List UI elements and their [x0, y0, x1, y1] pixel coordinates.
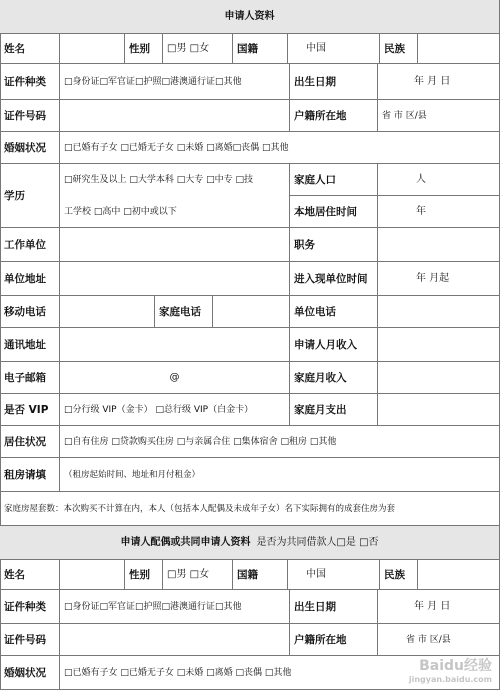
spouse-birth-label: 出生日期 — [290, 590, 378, 624]
watermark-sub: jingyan.baidu.com — [408, 675, 492, 684]
spouse-id-type-options[interactable]: □身份证□军官证□护照□港澳通行证□其他 — [60, 590, 290, 624]
vip-label: 是否 VIP — [0, 394, 60, 426]
ethnicity-label: 民族 — [380, 34, 418, 64]
spouse-name-field[interactable] — [60, 560, 125, 590]
spouse-gender-options[interactable]: □男 □女 — [163, 560, 233, 590]
ethnicity-field[interactable] — [418, 34, 500, 64]
section2-co-borrower[interactable]: 是否为共同借款人□是 □否 — [256, 536, 379, 548]
family-expense-label: 家庭月支出 — [290, 394, 378, 426]
gender-label: 性别 — [125, 34, 163, 64]
residence-options[interactable]: □自有住房 □贷款购买住房 □与亲属合住 □集体宿舍 □租房 □其他 — [60, 426, 500, 458]
join-time-value[interactable]: 年 月起 — [378, 262, 500, 296]
spouse-id-type-label: 证件种类 — [0, 590, 60, 624]
position-label: 职务 — [290, 228, 378, 262]
family-pop-label: 家庭人口 — [290, 164, 378, 196]
spouse-id-no-label: 证件号码 — [0, 624, 60, 656]
id-no-label: 证件号码 — [0, 100, 60, 132]
marital-label: 婚姻状况 — [0, 132, 60, 164]
id-type-label: 证件种类 — [0, 64, 60, 100]
gender-options[interactable]: □男 □女 — [163, 34, 233, 64]
spouse-marital-label: 婚姻状况 — [0, 656, 60, 690]
spouse-gender-label: 性别 — [125, 560, 163, 590]
rent-hint[interactable]: （租房起始时间、地址和月付租金） — [60, 458, 500, 492]
spouse-name-label: 姓名 — [0, 560, 60, 590]
position-field[interactable] — [378, 228, 500, 262]
unit-addr-field[interactable] — [60, 262, 290, 296]
residence-label: 居住状况 — [0, 426, 60, 458]
birth-label: 出生日期 — [290, 64, 378, 100]
edu-line1[interactable]: □研究生及以上 □大学本科 □大专 □中专 □技 — [60, 164, 290, 196]
family-income-field[interactable] — [378, 362, 500, 394]
id-no-field[interactable] — [60, 100, 290, 132]
unit-phone-field[interactable] — [378, 296, 500, 328]
family-income-label: 家庭月收入 — [290, 362, 378, 394]
home-phone-field[interactable] — [213, 296, 290, 328]
mail-addr-label: 通讯地址 — [0, 328, 60, 362]
section1-title: 申请人资料 — [0, 0, 500, 34]
spouse-id-no-field[interactable] — [60, 624, 290, 656]
spouse-birth-value[interactable]: 年 月 日 — [378, 590, 500, 624]
spouse-nationality-label: 国籍 — [233, 560, 288, 590]
edu-line2[interactable]: 工学校 □高中 □初中或以下 — [60, 196, 290, 228]
nationality-value[interactable]: 中国 — [288, 34, 380, 64]
spouse-hukou-value[interactable]: 省 市 区/县 — [378, 624, 500, 656]
mail-addr-field[interactable] — [60, 328, 290, 362]
housing-note: 家庭房屋套数：本次购买不计算在内，本人（包括本人配偶及未成年子女）名下实际拥有的成套住房为套 — [0, 492, 500, 526]
family-expense-field[interactable] — [378, 394, 500, 426]
rent-label: 租房请填 — [0, 458, 60, 492]
hukou-label: 户籍所在地 — [290, 100, 378, 132]
unit-addr-label: 单位地址 — [0, 262, 60, 296]
local-years-label: 本地居住时间 — [290, 196, 378, 228]
name-field[interactable] — [60, 34, 125, 64]
spouse-nationality-value[interactable]: 中国 — [288, 560, 380, 590]
monthly-income-label: 申请人月收入 — [290, 328, 378, 362]
marital-options[interactable]: □已婚有子女 □已婚无子女 □未婚 □离婚□丧偶 □其他 — [60, 132, 500, 164]
work-unit-field[interactable] — [60, 228, 290, 262]
section2-title: 申请人配偶或共同申请人资料 — [120, 536, 251, 548]
local-years-value[interactable]: 年 — [378, 196, 500, 228]
home-phone-label: 家庭电话 — [155, 296, 213, 328]
id-type-options[interactable]: □身份证□军官证□护照□港澳通行证□其他 — [60, 64, 290, 100]
spouse-hukou-label: 户籍所在地 — [290, 624, 378, 656]
unit-phone-label: 单位电话 — [290, 296, 378, 328]
baidu-watermark — [409, 655, 492, 684]
monthly-income-field[interactable] — [378, 328, 500, 362]
spouse-marital-options[interactable]: □已婚有子女 □已婚无子女 □未婚 □离婚 □丧偶 □其他 — [60, 656, 500, 690]
email-value[interactable]: @ — [60, 362, 290, 394]
name-label: 姓名 — [0, 34, 60, 64]
section2-header — [0, 526, 500, 560]
hukou-value[interactable]: 省 市 区/县 — [378, 100, 500, 132]
edu-label: 学历 — [0, 164, 60, 228]
mobile-field[interactable] — [60, 296, 155, 328]
spouse-ethnicity-label: 民族 — [380, 560, 418, 590]
watermark-text: Baidu经验 — [419, 658, 492, 674]
spouse-ethnicity-field[interactable] — [418, 560, 500, 590]
work-unit-label: 工作单位 — [0, 228, 60, 262]
birth-value[interactable]: 年 月 日 — [378, 64, 500, 100]
email-label: 电子邮箱 — [0, 362, 60, 394]
vip-options[interactable]: □分行级 VIP（金卡） □总行级 VIP（白金卡） — [60, 394, 290, 426]
nationality-label: 国籍 — [233, 34, 288, 64]
join-time-label: 进入现单位时间 — [290, 262, 378, 296]
mobile-label: 移动电话 — [0, 296, 60, 328]
family-pop-value[interactable]: 人 — [378, 164, 500, 196]
